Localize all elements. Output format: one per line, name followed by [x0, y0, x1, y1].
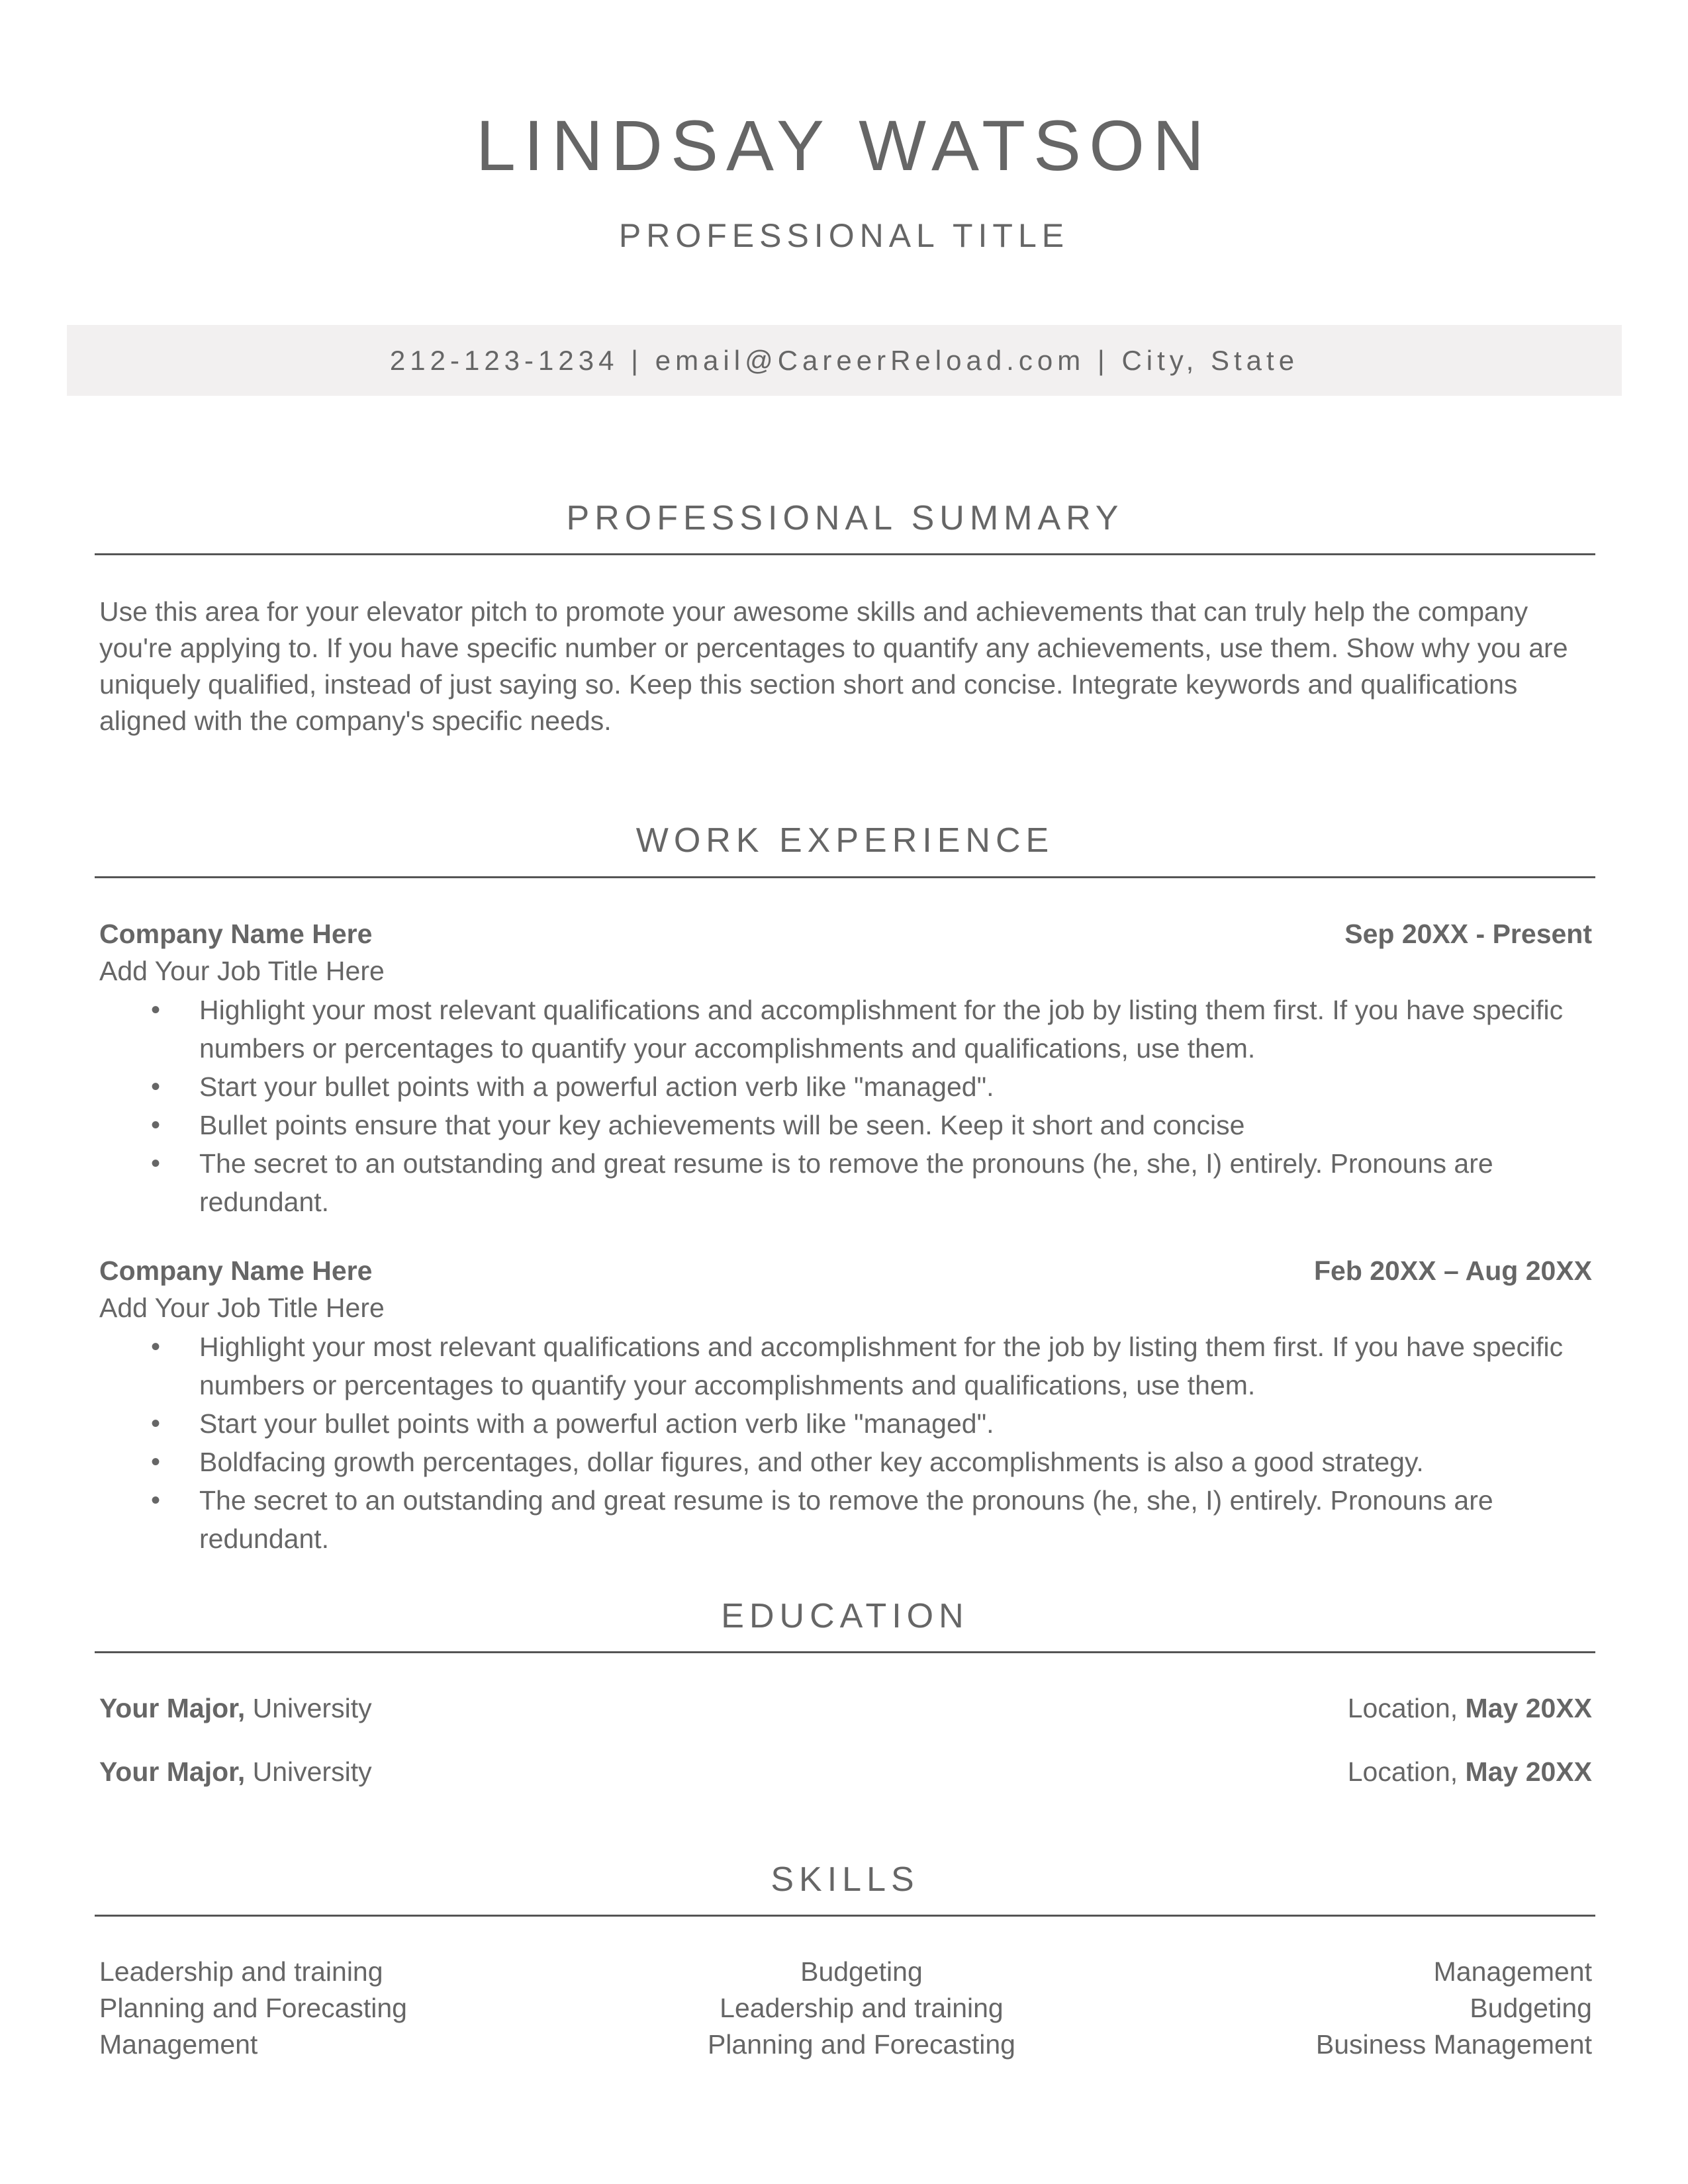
skills-column — [708, 1954, 1015, 2063]
candidate-name: LINDSAY WATSON — [475, 105, 1213, 185]
list-item: • Highlight your most relevant qualifications and accomplishment for the job by listing them first. If you have specific numbers or percentages to quantify your accomplishments and qualifications, use them. — [99, 991, 1595, 1068]
education-major: Your Major, — [99, 1693, 246, 1723]
company-name: Company Name Here — [99, 1255, 373, 1286]
education-date: May 20XX — [1465, 1693, 1592, 1723]
skills-heading: SKILLS — [771, 1860, 919, 1899]
skill-item: Planning and Forecasting — [99, 1993, 407, 2023]
job-title: Add Your Job Title Here — [99, 1293, 385, 1323]
bullet-icon: • — [151, 1332, 161, 1361]
skills-column — [1316, 1954, 1592, 2063]
job-title: Add Your Job Title Here — [99, 956, 385, 986]
skill-item: Leadership and training — [720, 1993, 1004, 2023]
summary-text: Use this area for your elevator pitch to promote your awesome skills and achievements that can truly help the company you're applying to. If you have specific number or percentages to quantify any achievements, use them. Show why you are uniquely qualified, instead of just saying so. Keep this section short and concise. Integrate keywords and qualifications aligned with the company's specific needs. — [99, 596, 1568, 736]
contact-bar — [67, 325, 1622, 396]
education-school: University — [245, 1693, 372, 1723]
job-dates: Feb 20XX – Aug 20XX — [1313, 1255, 1592, 1286]
job-bullets — [99, 1328, 1595, 1558]
summary-divider — [95, 553, 1595, 555]
job-bullets — [99, 991, 1595, 1221]
skill-item: Management — [99, 2029, 258, 2060]
education-school: University — [245, 1756, 372, 1787]
skill-item: Business Management — [1315, 2029, 1592, 2060]
list-item: • Start your bullet points with a powerful action verb like "managed". — [99, 1404, 1595, 1443]
list-item: • Bullet points ensure that your key achievements will be seen. Keep it short and concise — [99, 1106, 1595, 1144]
bullet-icon: • — [151, 1149, 161, 1178]
skill-item: Budgeting — [1470, 1993, 1592, 2023]
education-date: May 20XX — [1465, 1756, 1592, 1787]
bullet-icon: • — [151, 1111, 161, 1140]
education-entry — [99, 1754, 1592, 1790]
skills-grid — [99, 1954, 1592, 2063]
contact-info: 212-123-1234 | email@CareerReload.com | City, State — [389, 344, 1299, 376]
list-item: • The secret to an outstanding and great resume is to remove the pronouns (he, she, I) entirely. Pronouns are redundant. — [99, 1144, 1595, 1221]
summary-heading: PROFESSIONAL SUMMARY — [566, 499, 1124, 537]
education-location: Location, — [1347, 1756, 1466, 1787]
job-header — [99, 916, 1592, 952]
list-item: • Highlight your most relevant qualifications and accomplishment for the job by listing them first. If you have specific numbers or percentages to quantify your accomplishments and qualifications, use them. — [99, 1328, 1595, 1404]
job-dates: Sep 20XX - Present — [1344, 919, 1592, 949]
education-heading: EDUCATION — [721, 1597, 969, 1635]
skill-item: Budgeting — [800, 1956, 923, 1987]
professional-title: PROFESSIONAL TITLE — [618, 217, 1070, 254]
bullet-icon: • — [151, 1409, 161, 1438]
bullet-icon: • — [151, 995, 161, 1024]
education-entry — [99, 1690, 1592, 1727]
experience-heading: WORK EXPERIENCE — [635, 821, 1055, 860]
list-item: • Boldfacing growth percentages, dollar figures, and other key accomplishments is also a good strategy. — [99, 1443, 1595, 1481]
skill-item: Management — [1433, 1956, 1592, 1987]
list-item: • The secret to an outstanding and great resume is to remove the pronouns (he, she, I) entirely. Pronouns are redundant. — [99, 1481, 1595, 1558]
education-location: Location, — [1347, 1693, 1466, 1723]
skill-item: Leadership and training — [99, 1956, 383, 1987]
education-divider — [95, 1651, 1595, 1653]
bullet-icon: • — [151, 1486, 161, 1515]
skills-column — [99, 1954, 407, 2063]
skill-item: Planning and Forecasting — [707, 2029, 1015, 2060]
experience-divider — [95, 876, 1595, 878]
company-name: Company Name Here — [99, 919, 373, 949]
bullet-icon: • — [151, 1072, 161, 1101]
bullet-icon: • — [151, 1447, 161, 1477]
skills-divider — [95, 1915, 1595, 1917]
job-header — [99, 1253, 1592, 1289]
list-item: • Start your bullet points with a powerful action verb like "managed". — [99, 1068, 1595, 1106]
education-major: Your Major, — [99, 1756, 246, 1787]
